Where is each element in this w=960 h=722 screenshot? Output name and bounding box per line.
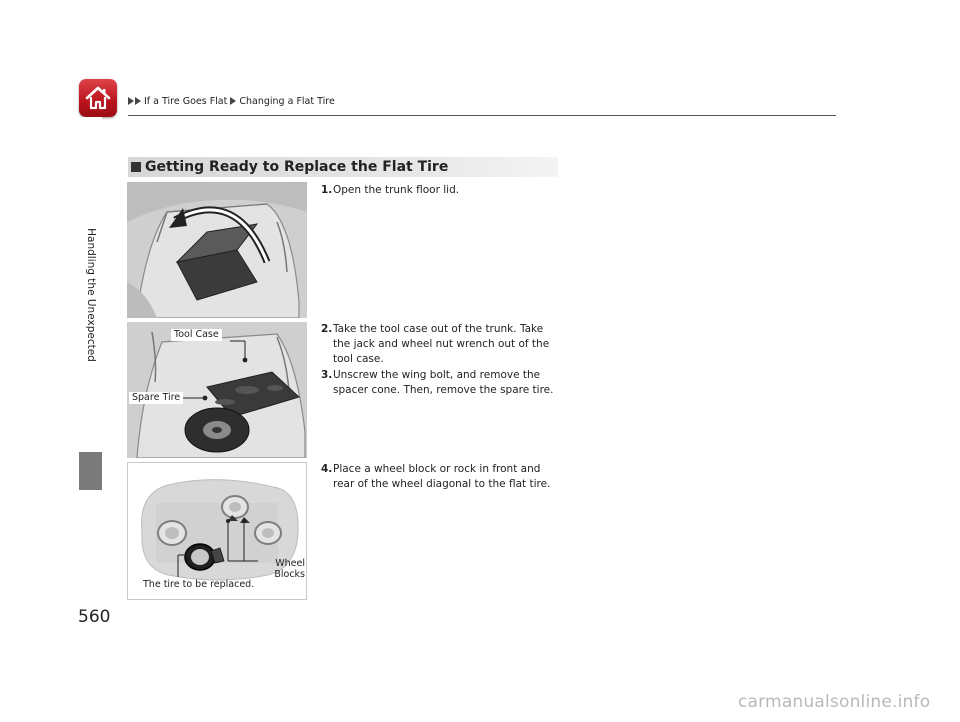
home-button[interactable] (79, 79, 117, 117)
breadcrumb-arrow-icon (128, 97, 134, 105)
side-tab-text: Handling the Unexpected (84, 227, 97, 362)
watermark: carmanualsonline.info (738, 692, 931, 712)
page-number: 560 (78, 607, 111, 627)
breadcrumb-item[interactable]: If a Tire Goes Flat (144, 95, 228, 107)
tire-to-replace-label: The tire to be replaced. (143, 579, 255, 590)
breadcrumb-item[interactable]: Changing a Flat Tire (239, 95, 335, 107)
section-heading (128, 157, 558, 177)
tool-case-label: Tool Case (171, 329, 222, 341)
step-text: Take the tool case out of the trunk. Take the jack and wheel nut wrench out of the tool case. (333, 323, 550, 365)
side-tab-marker (79, 452, 102, 490)
section-title: Getting Ready to Replace the Flat Tire (145, 159, 449, 175)
figure-open-trunk-lid (127, 182, 307, 318)
figure-tool-case-spare-tire (127, 322, 307, 458)
breadcrumb-arrow-icon (135, 97, 141, 105)
step-4 (321, 462, 561, 492)
wheel-blocks-label (268, 558, 307, 580)
step-text: Unscrew the wing bolt, and remove the spacer cone. Then, remove the spare tire. (333, 369, 554, 396)
house-icon (84, 84, 112, 112)
step-text: Open the trunk floor lid. (333, 184, 460, 196)
step-number: 4. (321, 463, 333, 475)
trunk-spare-illustration (127, 322, 307, 458)
step-1 (321, 183, 561, 198)
step-2 (321, 322, 561, 367)
header-divider (128, 115, 836, 116)
spare-tire-label: Spare Tire (129, 392, 183, 404)
wheel-blocks-text: Wheel Blocks (274, 558, 305, 580)
step-number: 3. (321, 369, 333, 381)
breadcrumb-arrow-icon (230, 97, 236, 105)
step-3 (321, 368, 561, 398)
step-text: Place a wheel block or rock in front and rear of the wheel diagonal to the flat tire. (333, 463, 551, 490)
side-tab-label[interactable] (79, 117, 102, 472)
step-number: 2. (321, 323, 333, 335)
step-number: 1. (321, 184, 333, 196)
square-bullet-icon (131, 162, 141, 172)
figure-wheel-blocks (127, 462, 307, 600)
breadcrumb (128, 94, 335, 108)
trunk-lid-illustration (127, 182, 307, 318)
